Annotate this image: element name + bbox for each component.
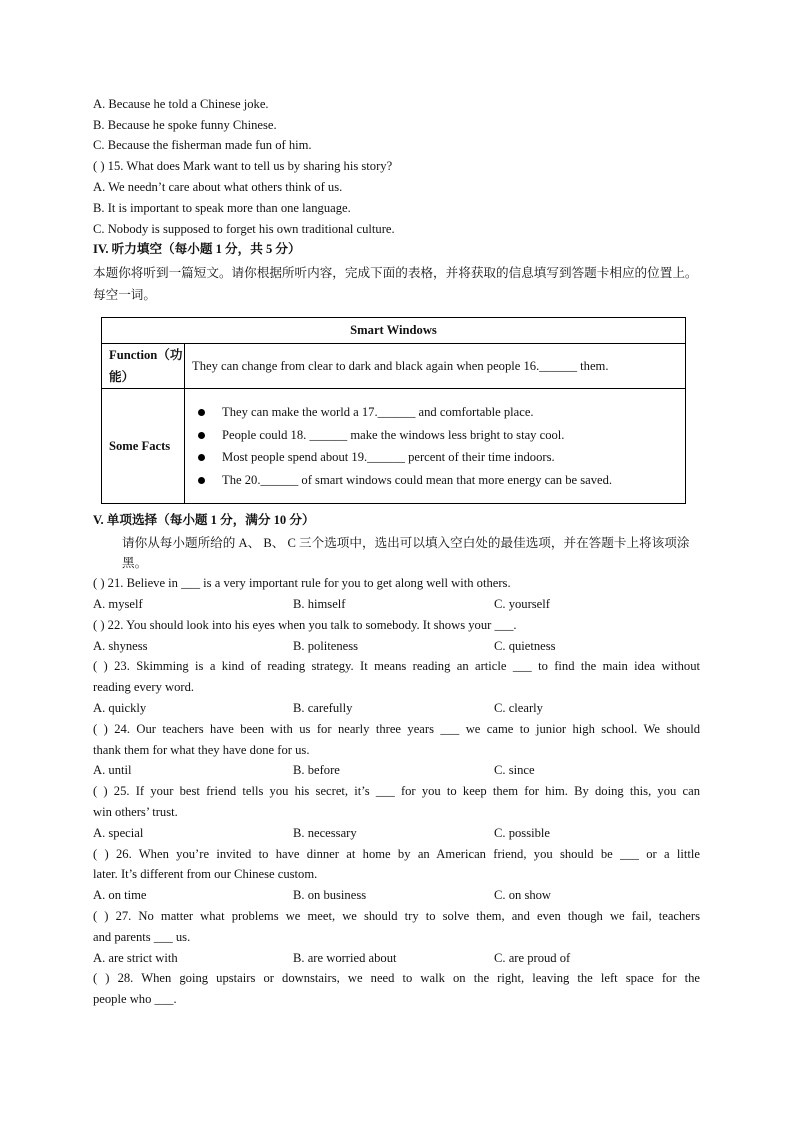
q25-option-c: C. possible — [494, 826, 550, 840]
bullet-icon — [198, 477, 205, 484]
q26-option-a: A. on time — [93, 888, 147, 902]
fact-item: They can make the world a 17.______ and comfortable place. — [192, 401, 678, 424]
q25-stem-line1: ( ) 25. If your best friend tells you his secret, it’s ___ for you to keep them for him. By doing this, you can — [93, 784, 700, 798]
fact-item: Most people spend about 19.______ percent of their time indoors. — [192, 446, 678, 469]
section5-instruction: 请你从每小题所给的 A、 B、 C 三个选项中，选出可以填入空白处的最佳选项，并在答题卡上将该项涂黑。 — [122, 536, 690, 570]
q22-stem: ( ) 22. You should look into his eyes when you talk to somebody. It shows your ___. — [93, 618, 517, 632]
q26-option-b: B. on business — [293, 888, 367, 902]
q21-stem: ( ) 21. Believe in ___ is a very important rule for you to get along well with others. — [93, 576, 511, 590]
bullet-icon — [198, 409, 205, 416]
q23-option-c: C. clearly — [494, 701, 543, 715]
q28-stem-line2: people who ___. — [93, 992, 177, 1006]
q21-option-c: C. yourself — [494, 597, 550, 611]
q22-option-b: B. politeness — [293, 639, 359, 653]
q25-stem-line2: win others’ trust. — [93, 805, 178, 819]
facts-label: Some Facts — [102, 389, 185, 504]
q24-option-c: C. since — [494, 763, 535, 777]
q22-option-a: A. shyness — [93, 639, 148, 653]
q23-option-a: A. quickly — [93, 701, 147, 715]
q25-option-b: B. necessary — [293, 826, 357, 840]
facts-cell — [185, 389, 686, 504]
q24-stem-line1: ( ) 24. Our teachers have been with us for nearly three years ___ we came to junior high school. We should — [93, 722, 700, 736]
fact-item: People could 18. ______ make the windows less bright to stay cool. — [192, 424, 678, 447]
q21-option-b: B. himself — [293, 597, 346, 611]
q23-stem-line1: ( ) 23. Skimming is a kind of reading strategy. It means reading an article ___ to find the main idea without — [93, 659, 700, 673]
q28-stem-line1: ( ) 28. When going upstairs or downstairs, we need to walk on the right, leaving the left space for the — [93, 971, 700, 985]
table-title: Smart Windows — [102, 318, 686, 344]
q14-option-a: A. Because he told a Chinese joke. — [93, 97, 269, 111]
fact-item: The 20.______ of smart windows could mean that more energy can be saved. — [192, 469, 678, 492]
q24-option-b: B. before — [293, 763, 340, 777]
q15-option-c: C. Nobody is supposed to forget his own traditional culture. — [93, 222, 395, 236]
bullet-icon — [198, 454, 205, 461]
q24-stem-line2: thank them for what they have done for us. — [93, 743, 310, 757]
section4-heading: IV. 听力填空（每小题 1 分，共 5 分） — [93, 242, 301, 256]
q27-stem-line1: ( ) 27. No matter what problems we meet, we should try to solve them, and even though we fail, teachers — [93, 909, 700, 923]
q26-option-c: C. on show — [494, 888, 552, 902]
q27-option-a: A. are strict with — [93, 951, 178, 965]
q15-option-b: B. It is important to speak more than one language. — [93, 201, 351, 215]
q27-option-b: B. are worried about — [293, 951, 397, 965]
q23-option-b: B. carefully — [293, 701, 353, 715]
q22-option-c: C. quietness — [494, 639, 556, 653]
section4-instruction: 本题你将听到一篇短文。请你根据所听内容，完成下面的表格，并将获取的信息填写到答题卡相应的位置上。每空一词。 — [93, 266, 698, 302]
q24-option-a: A. until — [93, 763, 132, 777]
q26-stem-line2: later. It’s different from our Chinese custom. — [93, 867, 318, 881]
function-text: They can change from clear to dark and black again when people 16.______ them. — [185, 344, 686, 389]
q15-option-a: A. We needn’t care about what others think of us. — [93, 180, 343, 194]
q15-stem: ( ) 15. What does Mark want to tell us by sharing his story? — [93, 159, 393, 173]
q27-option-c: C. are proud of — [494, 951, 571, 965]
smart-windows-table — [101, 317, 686, 504]
q23-stem-line2: reading every word. — [93, 680, 195, 694]
q25-option-a: A. special — [93, 826, 144, 840]
q27-stem-line2: and parents ___ us. — [93, 930, 191, 944]
q26-stem-line1: ( ) 26. When you’re invited to have dinner at home by an American friend, you should be ___ or a little — [93, 847, 700, 861]
bullet-icon — [198, 432, 205, 439]
q14-option-c: C. Because the fisherman made fun of him. — [93, 138, 312, 152]
function-label: Function（功能） — [102, 344, 185, 389]
section5-heading: V. 单项选择（每小题 1 分，满分 10 分） — [93, 513, 315, 527]
q21-option-a: A. myself — [93, 597, 143, 611]
q14-option-b: B. Because he spoke funny Chinese. — [93, 118, 277, 132]
